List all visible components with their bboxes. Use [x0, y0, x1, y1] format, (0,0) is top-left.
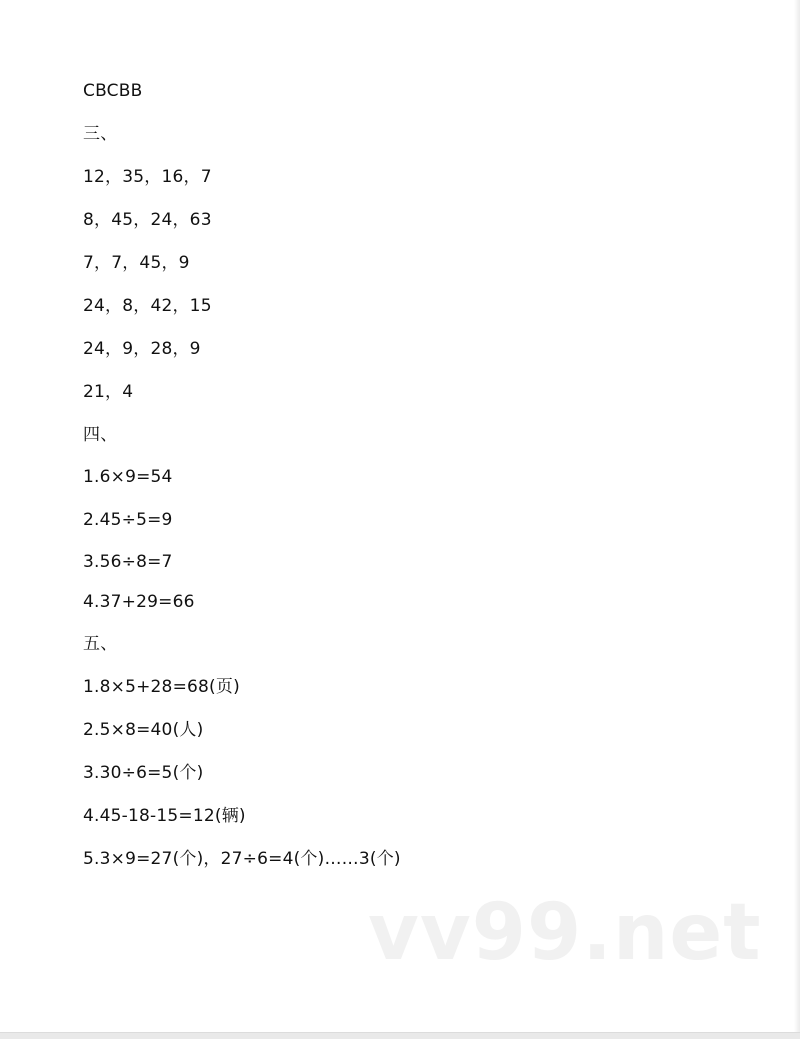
page-bottom-edge — [0, 1032, 800, 1039]
answer-line: 24，9，28，9 — [83, 339, 201, 359]
answer-line: 2.5×8=40(人) — [83, 720, 204, 740]
page-edge-shadow — [794, 0, 800, 1039]
answer-line: 8，45，24，63 — [83, 210, 212, 230]
watermark: vv99.net — [368, 888, 762, 978]
answer-line: 7，7，45，9 — [83, 253, 190, 273]
section-heading-3: 三、 — [83, 124, 118, 144]
answer-line: 12，35，16，7 — [83, 167, 212, 187]
answer-line: 5.3×9=27(个)，27÷6=4(个)……3(个) — [83, 849, 401, 869]
section-heading-4: 四、 — [83, 425, 118, 445]
answer-line-mc: CBCBB — [83, 81, 143, 101]
answer-line: 2.45÷5=9 — [83, 510, 173, 530]
answer-line: 3.56÷8=7 — [83, 552, 173, 572]
answer-line: 1.6×9=54 — [83, 467, 173, 487]
answer-line: 1.8×5+28=68(页) — [83, 677, 240, 697]
answer-line: 21，4 — [83, 382, 134, 402]
answer-line: 24，8，42，15 — [83, 296, 212, 316]
answer-line: 4.45-18-15=12(辆) — [83, 806, 246, 826]
answer-line: 4.37+29=66 — [83, 592, 195, 612]
answer-line: 3.30÷6=5(个) — [83, 763, 204, 783]
section-heading-5: 五、 — [83, 634, 118, 654]
